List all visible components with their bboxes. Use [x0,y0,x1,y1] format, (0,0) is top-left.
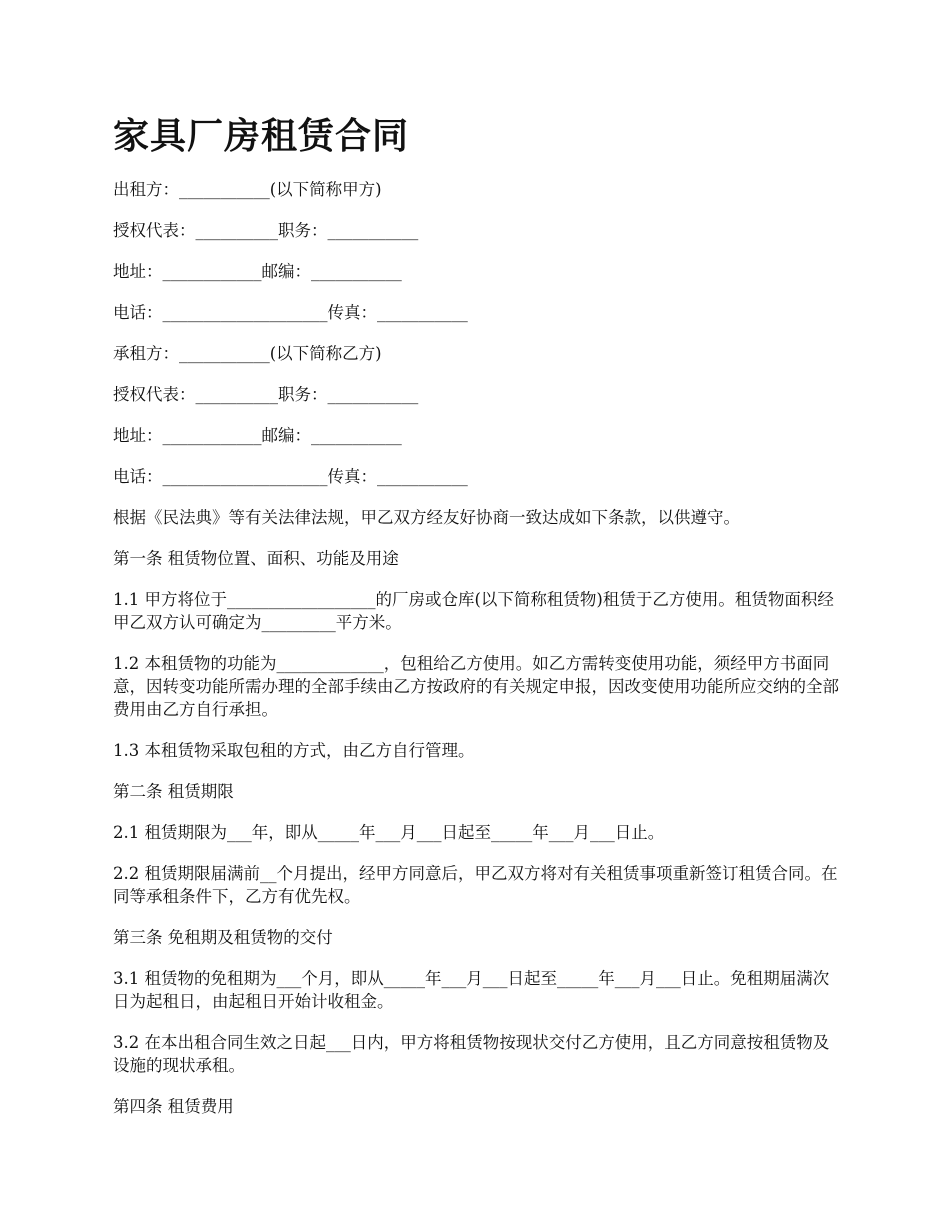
article-4-heading: 第四条 租赁费用 [113,1097,234,1116]
clause-3-1: 3.1 租赁物的免租期为___个月，即从_____年___月___日起至_____年___月___日止。免租期届满次日为起租日，由起租日开始计收租金。 [113,969,830,1011]
paragraph-lessee-address: 地址：____________邮编：___________ [113,426,402,445]
article-2-heading: 第二条 租赁期限 [113,782,234,801]
document-title: 家具厂房租赁合同 [113,115,410,157]
clause-3-2: 3.2 在本出租合同生效之日起___日内，甲方将租赁物按现状交付乙方使用，且乙方同意按租赁物及设施的现状承租。 [113,1033,830,1075]
clause-1-2: 1.2 本租赁物的功能为_____________，包租给乙方使用。如乙方需转变使用功能，须经甲方书面同意，因转变功能所需办理的全部手续由乙方按政府的有关规定申报，因改变使用功能所应交纳的全部费用由乙方自行承担。 [113,654,839,719]
paragraph-lessor: 出租方：___________(以下简称甲方) [113,180,382,199]
clause-2-1: 2.1 租赁期限为___年，即从_____年___月___日起至_____年___月___日止。 [113,823,665,842]
title-spacer [113,164,843,178]
article-1-heading: 第一条 租赁物位置、面积、功能及用途 [113,549,399,568]
paragraph-lessee: 承租方：___________(以下简称乙方) [113,344,382,363]
paragraph-lessee-representative: 授权代表：__________职务：___________ [113,385,419,404]
paragraph-lessor-representative: 授权代表：__________职务：___________ [113,221,419,240]
clause-2-2: 2.2 租赁期限届满前__个月提出，经甲方同意后，甲乙双方将对有关租赁事项重新签订租赁合同。在同等承租条件下，乙方有优先权。 [113,864,838,906]
document-page [113,108,843,1118]
clause-1-3: 1.3 本租赁物采取包租的方式，由乙方自行管理。 [113,741,475,760]
paragraph-lessor-phone: 电话：____________________传真：___________ [113,303,468,322]
paragraph-preamble: 根据《民法典》等有关法律法规，甲乙双方经友好协商一致达成如下条款，以供遵守。 [113,508,740,527]
clause-1-1: 1.1 甲方将位于__________________的厂房或仓库(以下简称租赁物)租赁于乙方使用。租赁物面积经甲乙双方认可确定为_________平方米。 [113,590,834,632]
article-3-heading: 第三条 免租期及租赁物的交付 [113,928,333,947]
paragraph-lessee-phone: 电话：____________________传真：___________ [113,467,468,486]
paragraph-lessor-address: 地址：____________邮编：___________ [113,262,402,281]
